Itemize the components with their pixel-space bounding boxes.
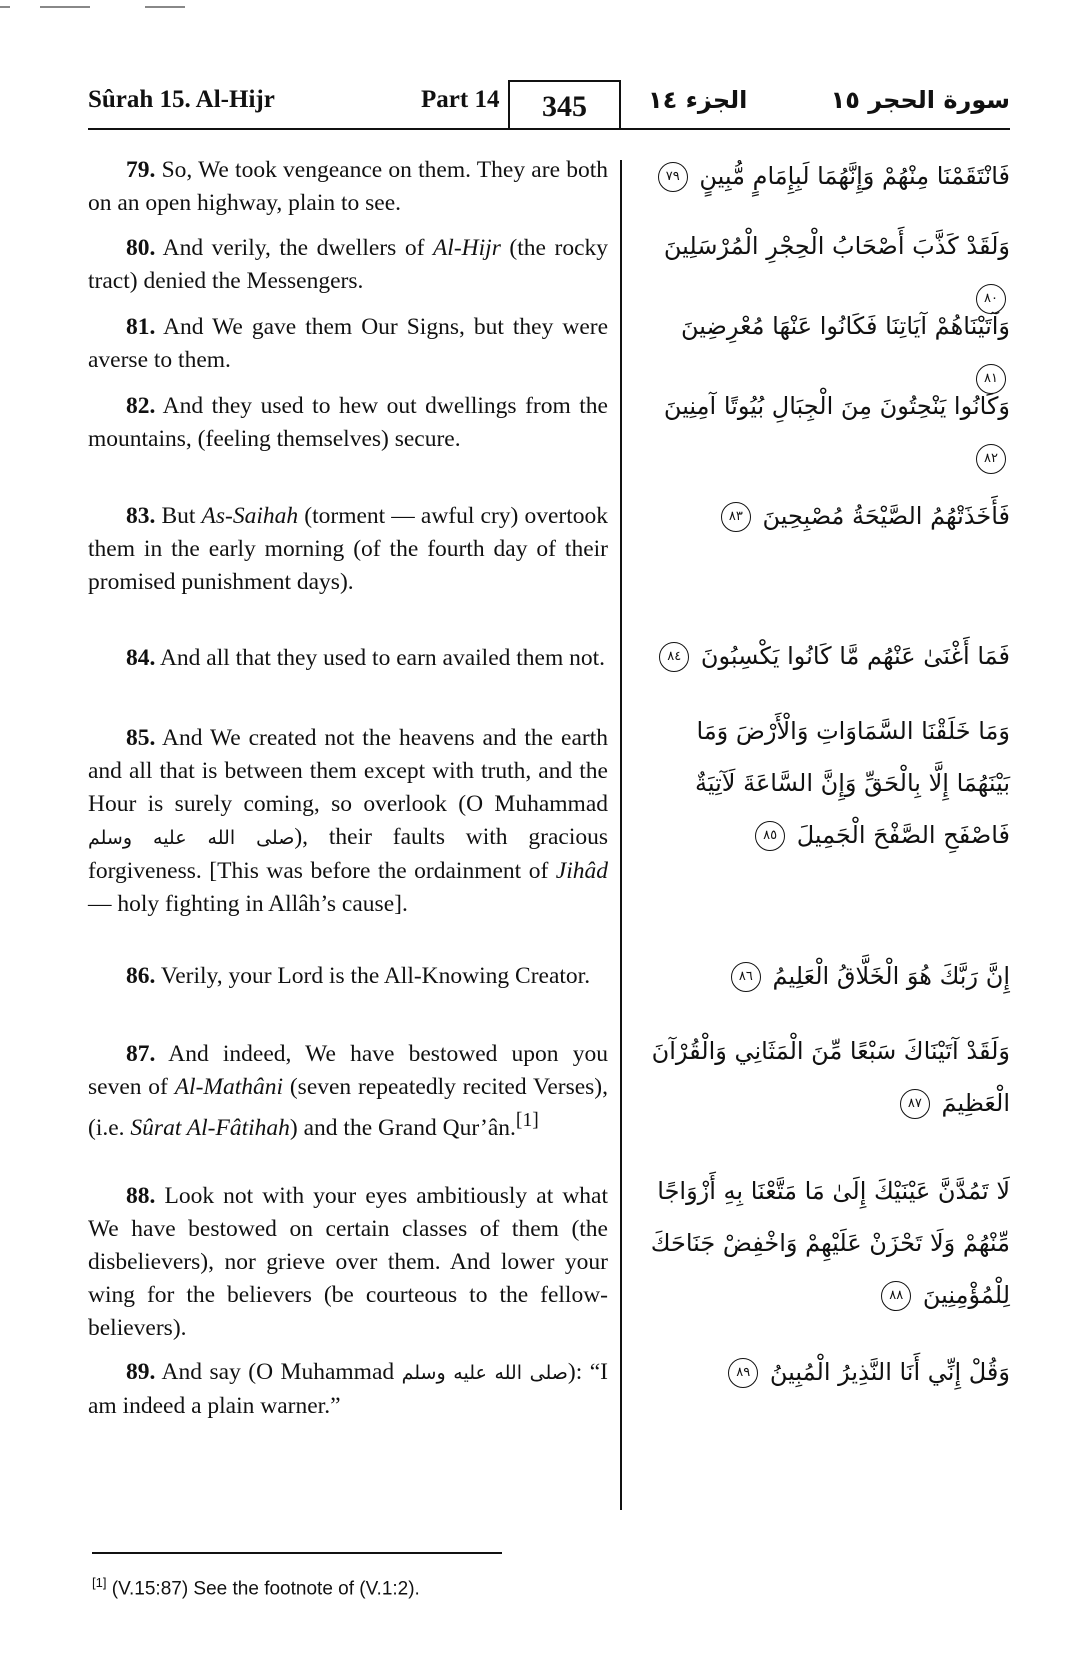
footnote-ref[interactable]: [1] — [515, 1110, 539, 1131]
arabic-verse-83 — [640, 490, 1010, 542]
ayah-marker: ٨٠ — [976, 284, 1006, 314]
ayah-marker: ٨١ — [976, 364, 1006, 394]
arabic-verse-88 — [640, 1165, 1010, 1321]
arabic-text: وَلَقَدْ كَذَّبَ أَصْحَابُ الْحِجْرِ الْمُرْسَلِينَ — [663, 232, 1010, 260]
verse-number: 79. — [126, 157, 156, 183]
verse-text: ) and the Grand Qur’ân. — [289, 1114, 516, 1141]
verse-87 — [88, 1038, 608, 1145]
verse-text: ): “I am indeed a plain warner.” — [88, 1359, 608, 1419]
verse-86 — [88, 960, 608, 993]
arabic-surah-title: سورة الحجر ١٥ — [830, 86, 1010, 114]
verse-number: 89. — [126, 1359, 156, 1385]
verse-text: So, We took vengeance on them. They are both on an open highway, plain to see. — [88, 157, 608, 216]
ayah-marker: ٨٣ — [721, 502, 751, 532]
verse-text: — holy fighting in Allâh’s cause]. — [88, 891, 408, 917]
verse-88 — [88, 1180, 608, 1345]
verse-text: And all that they used to earn availed them not. — [155, 645, 606, 671]
verse-text: And say (O Muhammad — [155, 1359, 402, 1385]
verse-emphasis: As-Saihah — [201, 503, 299, 529]
verse-80 — [88, 232, 608, 298]
arabic-text: وَآتَيْنَاهُمْ آيَاتِنَا فَكَانُوا عَنْهَا مُعْرِضِينَ — [680, 312, 1010, 340]
verse-text: And We created not the heavens and the earth and all that is between them except with truth, and the Hour is surely coming, so overlook (O Muhammad — [88, 725, 608, 817]
arabic-verse-86 — [640, 950, 1010, 1002]
salutation-arabic: صلى الله عليه وسلم — [88, 827, 295, 849]
page-number: 345 — [508, 80, 621, 128]
arabic-text: وَمَا خَلَقْنَا السَّمَاوَاتِ وَالْأَرْضَ وَمَا بَيْنَهُمَا إِلَّا بِالْحَقِّ وَإِنَّ السَّاعَةَ لَآتِيَةٌ فَاصْفَحِ الصَّفْحَ الْجَمِيلَ — [695, 717, 1010, 849]
verse-emphasis: Jihâd — [555, 858, 608, 884]
footnote-text: (V.15:87) See the footnote of (V.1:2). — [106, 1578, 420, 1600]
arabic-verse-82 — [640, 380, 1010, 484]
arabic-text: لَا تَمُدَّنَّ عَيْنَيْكَ إِلَىٰ مَا مَتَّعْنَا بِهِ أَزْوَاجًا مِّنْهُمْ وَلَا تَحْزَنْ عَلَيْهِمْ وَاخْفِضْ جَنَاحَكَ لِلْمُؤْمِنِينَ — [650, 1177, 1010, 1309]
scan-mark — [0, 6, 10, 8]
verse-text: (seven repeatedly recited Verses), (i.e. — [88, 1074, 608, 1141]
arabic-verse-89 — [640, 1346, 1010, 1398]
arabic-verse-87 — [640, 1025, 1010, 1129]
verse-82 — [88, 390, 608, 456]
verse-81 — [88, 311, 608, 377]
verse-text: (torment — awful cry) overtook them in the early morning (of the fourth day of their promised punishment days). — [88, 503, 608, 595]
ayah-marker: ٨٦ — [731, 962, 761, 992]
ayah-marker: ٨٤ — [659, 642, 689, 672]
verse-number: 80. — [126, 235, 156, 261]
footnote-mark: [1] — [92, 1575, 107, 1590]
salutation-arabic: صلى الله عليه وسلم — [401, 1362, 568, 1384]
arabic-text: فَمَا أَغْنَىٰ عَنْهُم مَّا كَانُوا يَكْسِبُونَ — [700, 642, 1010, 670]
surah-title: Sûrah 15. Al-Hijr — [88, 86, 275, 113]
ayah-marker: ٨٥ — [755, 821, 785, 851]
verse-number: 83. — [126, 503, 156, 529]
arabic-text: فَانْتَقَمْنَا مِنْهُمْ وَإِنَّهُمَا لَبِإِمَامٍ مُّبِينٍ — [699, 162, 1010, 190]
arabic-text: وَقُلْ إِنِّي أَنَا النَّذِيرُ الْمُبِينُ — [769, 1358, 1010, 1386]
verse-emphasis: Sûrat Al-Fâtihah — [130, 1114, 290, 1141]
arabic-text: إِنَّ رَبَّكَ هُوَ الْخَلَّاقُ الْعَلِيمُ — [772, 962, 1010, 990]
page-header — [88, 80, 1010, 128]
verse-number: 82. — [126, 393, 156, 419]
verse-number: 84. — [126, 645, 156, 671]
scan-mark — [145, 6, 185, 8]
verse-85 — [88, 722, 608, 921]
ayah-marker: ٨٩ — [728, 1358, 758, 1388]
arabic-verse-84 — [640, 630, 1010, 682]
verse-84 — [88, 642, 608, 675]
ayah-marker: ٨٧ — [900, 1089, 930, 1119]
verse-text: Look not with your eyes ambitiously at what We have bestowed on certain classes of them (the disbelievers), nor grieve over them. And lower your wing for the believers (be courteous to the fellow-believers). — [88, 1183, 608, 1341]
verse-number: 87. — [126, 1041, 156, 1067]
ayah-marker: ٨٢ — [976, 444, 1006, 474]
verse-number: 85. — [126, 725, 156, 751]
verse-number: 81. — [126, 314, 156, 340]
verse-text: (the rocky tract) denied the Messengers. — [88, 235, 608, 294]
verse-text: Verily, your Lord is the All-Knowing Creator. — [155, 963, 591, 989]
arabic-verse-79 — [640, 150, 1010, 202]
verse-text: But — [155, 503, 202, 529]
part-label: Part 14 — [421, 86, 500, 113]
scan-mark — [40, 6, 90, 8]
verse-emphasis: Al-Hijr — [432, 235, 501, 261]
verse-text: And verily, the dwellers of — [155, 235, 433, 261]
verse-text: ), their faults with gracious forgiveness. [This was before the ordainment of — [88, 824, 608, 884]
arabic-juz-label: الجزء ١٤ — [648, 86, 748, 114]
arabic-verse-85 — [640, 705, 1010, 861]
verse-text: And they used to hew out dwellings from the mountains, (feeling themselves) secure. — [88, 393, 608, 452]
ayah-marker: ٨٨ — [881, 1281, 911, 1311]
verse-text: And We gave them Our Signs, but they were averse to them. — [88, 314, 608, 373]
verse-89 — [88, 1356, 608, 1423]
verse-79 — [88, 154, 608, 220]
verse-number: 86. — [126, 963, 156, 989]
arabic-text: وَكَانُوا يَنْحِتُونَ مِنَ الْجِبَالِ بُيُوتًا آمِنِينَ — [663, 392, 1010, 420]
verse-number: 88. — [126, 1183, 156, 1209]
arabic-text: وَلَقَدْ آتَيْنَاكَ سَبْعًا مِّنَ الْمَثَانِي وَالْقُرْآنَ الْعَظِيمَ — [651, 1037, 1010, 1117]
column-divider — [620, 160, 622, 1510]
footnote-rule — [92, 1552, 502, 1554]
verse-emphasis: Al-Mathâni — [174, 1074, 284, 1100]
verse-83 — [88, 500, 608, 599]
arabic-text: فَأَخَذَتْهُمُ الصَّيْحَةُ مُصْبِحِينَ — [762, 502, 1010, 530]
header-rule — [88, 128, 1010, 130]
footnote — [92, 1575, 420, 1600]
verse-text: And indeed, We have bestowed upon you seven of — [88, 1041, 608, 1100]
ayah-marker: ٧٩ — [658, 162, 688, 192]
